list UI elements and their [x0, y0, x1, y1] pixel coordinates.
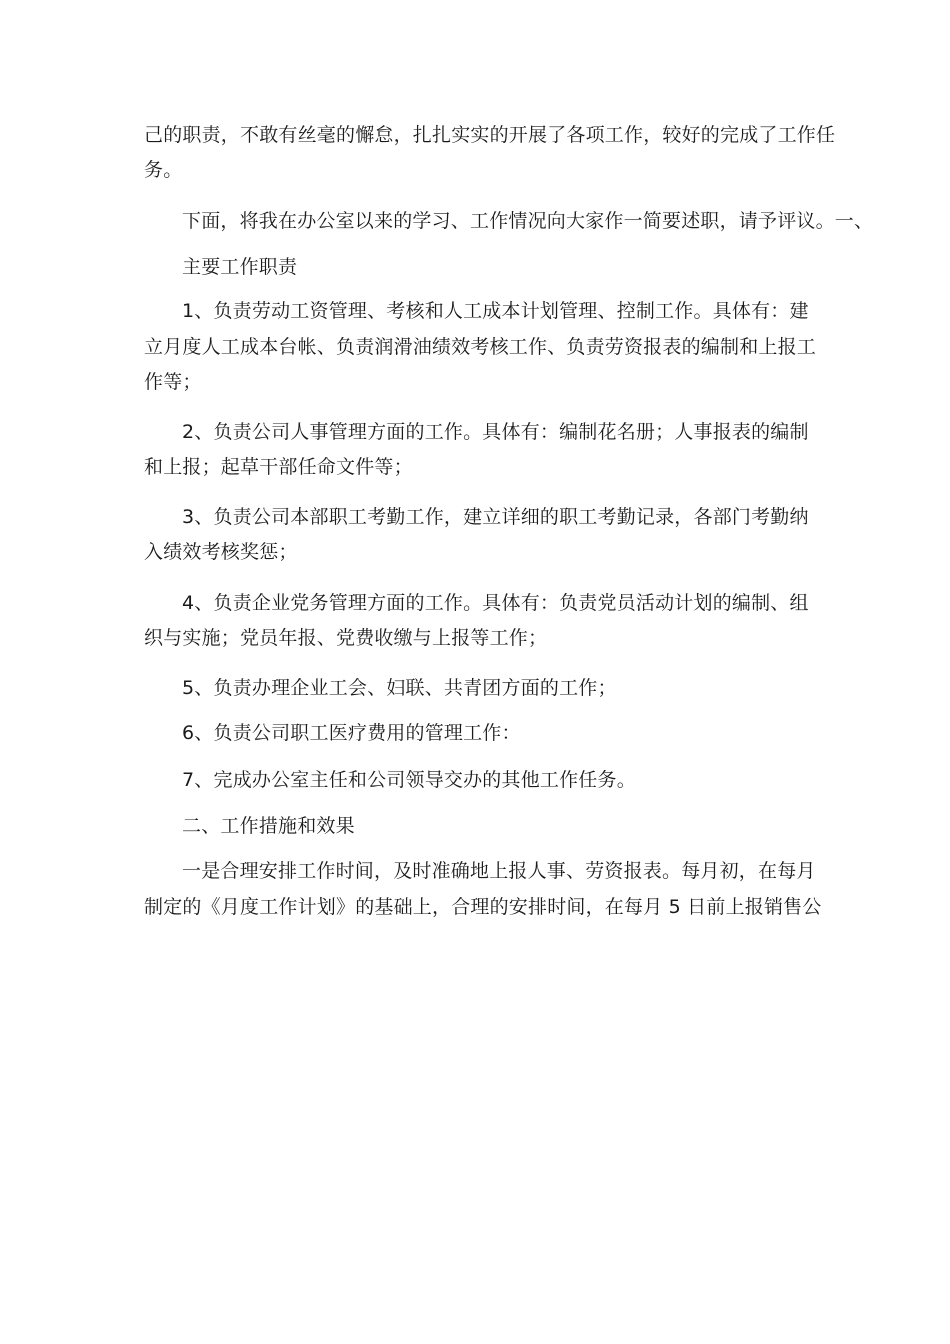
text-line: 一是合理安排工作时间，及时准确地上报人事、劳资报表。每月初，在每月 — [182, 860, 816, 882]
text-line: 己的职责，不敢有丝毫的懈怠，扎扎实实的开展了各项工作，较好的完成了工作任 — [144, 124, 836, 146]
text-line: 下面，将我在办公室以来的学习、工作情况向大家作一简要述职，请予评议。一、 — [182, 210, 874, 232]
text-line: 务。 — [144, 159, 183, 181]
text-line: 5、负责办理企业工会、妇联、共青团方面的工作； — [182, 677, 617, 699]
text-line: 6、负责公司职工医疗费用的管理工作： — [182, 722, 521, 744]
text-line: 7、完成办公室主任和公司领导交办的其他工作任务。 — [182, 769, 636, 791]
section-heading: 二、工作措施和效果 — [182, 815, 355, 837]
text-line: 织与实施；党员年报、党费收缴与上报等工作； — [144, 627, 548, 649]
text-line: 制定的《月度工作计划》的基础上，合理的安排时间，在每月 5 日前上报销售公 — [144, 896, 822, 918]
text-line: 入绩效考核奖惩； — [144, 541, 298, 563]
text-line: 1、负责劳动工资管理、考核和人工成本计划管理、控制工作。具体有：建 — [182, 300, 809, 322]
text-line: 立月度人工成本台帐、负责润滑油绩效考核工作、负责劳资报表的编制和上报工 — [144, 336, 817, 358]
text-line: 和上报；起草干部任命文件等； — [144, 456, 413, 478]
text-line: 4、负责企业党务管理方面的工作。具体有：负责党员活动计划的编制、组 — [182, 592, 809, 614]
text-line: 3、负责公司本部职工考勤工作，建立详细的职工考勤记录，各部门考勤纳 — [182, 506, 809, 528]
text-line: 作等； — [144, 371, 202, 393]
section-heading: 主要工作职责 — [182, 256, 298, 278]
text-line: 2、负责公司人事管理方面的工作。具体有：编制花名册；人事报表的编制 — [182, 421, 809, 443]
